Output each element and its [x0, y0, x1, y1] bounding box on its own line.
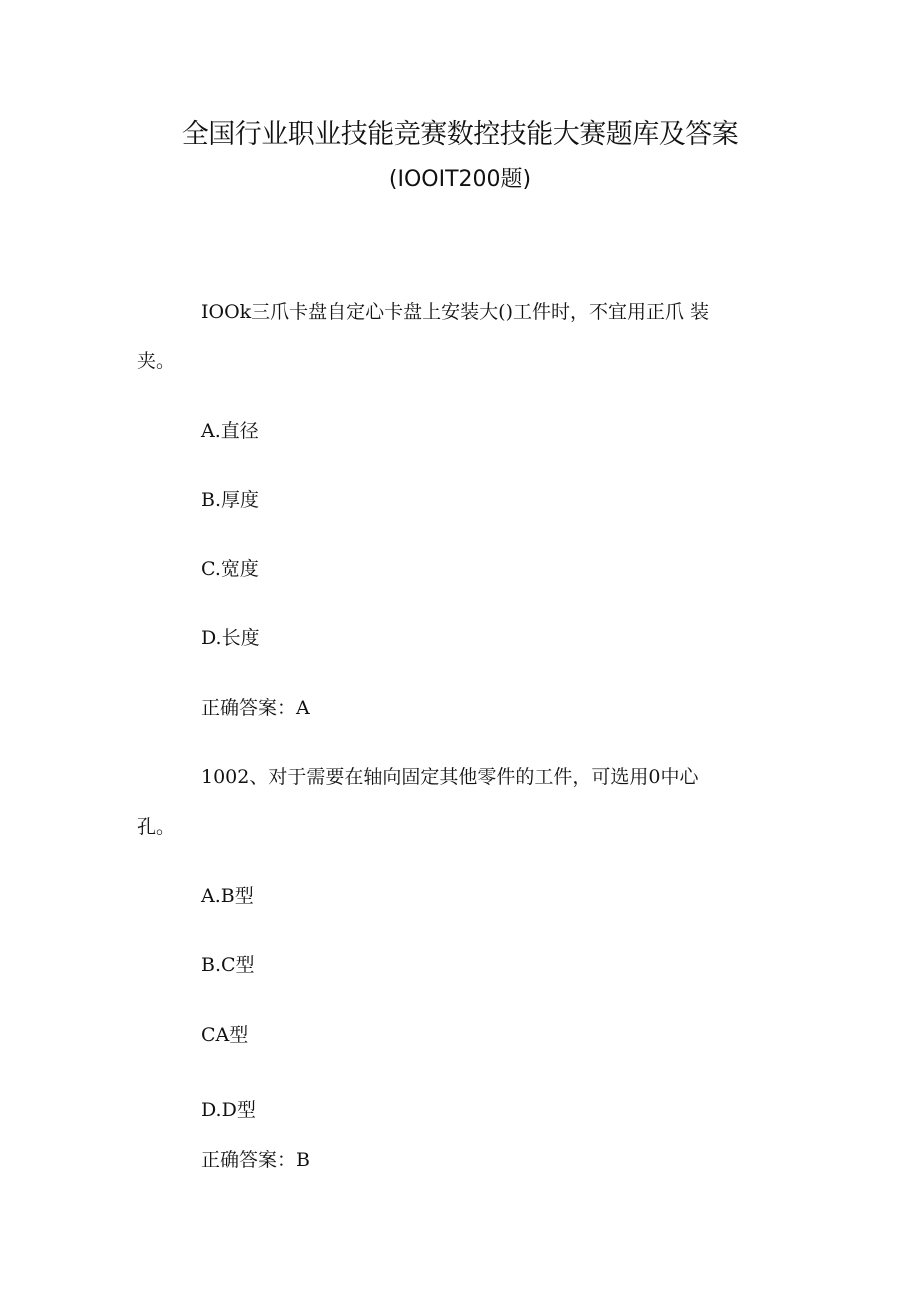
question-1-stem-line2: 夹。 [137, 350, 176, 372]
document-subtitle: (IOOIT200题) [388, 167, 532, 192]
question-1-option-b: B.厚度 [201, 489, 260, 511]
question-2-option-b: B.C型 [201, 954, 255, 976]
question-2-option-c: CA型 [201, 1024, 249, 1046]
question-2-stem-line2: 孔。 [137, 816, 176, 838]
question-2-option-a: A.B型 [201, 885, 254, 907]
question-1-answer: 正确答案：A [201, 697, 310, 719]
question-1-option-a: A.直径 [201, 420, 259, 442]
question-2-answer: 正确答案：B [201, 1149, 310, 1171]
question-2-option-d: D.D型 [201, 1099, 256, 1121]
question-1-option-c: C.宽度 [201, 558, 259, 580]
question-1-option-d: D.长度 [201, 627, 260, 649]
document-title: 全国行业职业技能竞赛数控技能大赛题库及答案 [181, 119, 739, 150]
question-2-stem-line1: 1002、对于需要在轴向固定其他零件的工件，可选用0中心 [201, 766, 699, 788]
question-1-stem-line1: IOOk三爪卡盘自定心卡盘上安装大()工件时，不宜用正爪 装 [201, 301, 710, 323]
